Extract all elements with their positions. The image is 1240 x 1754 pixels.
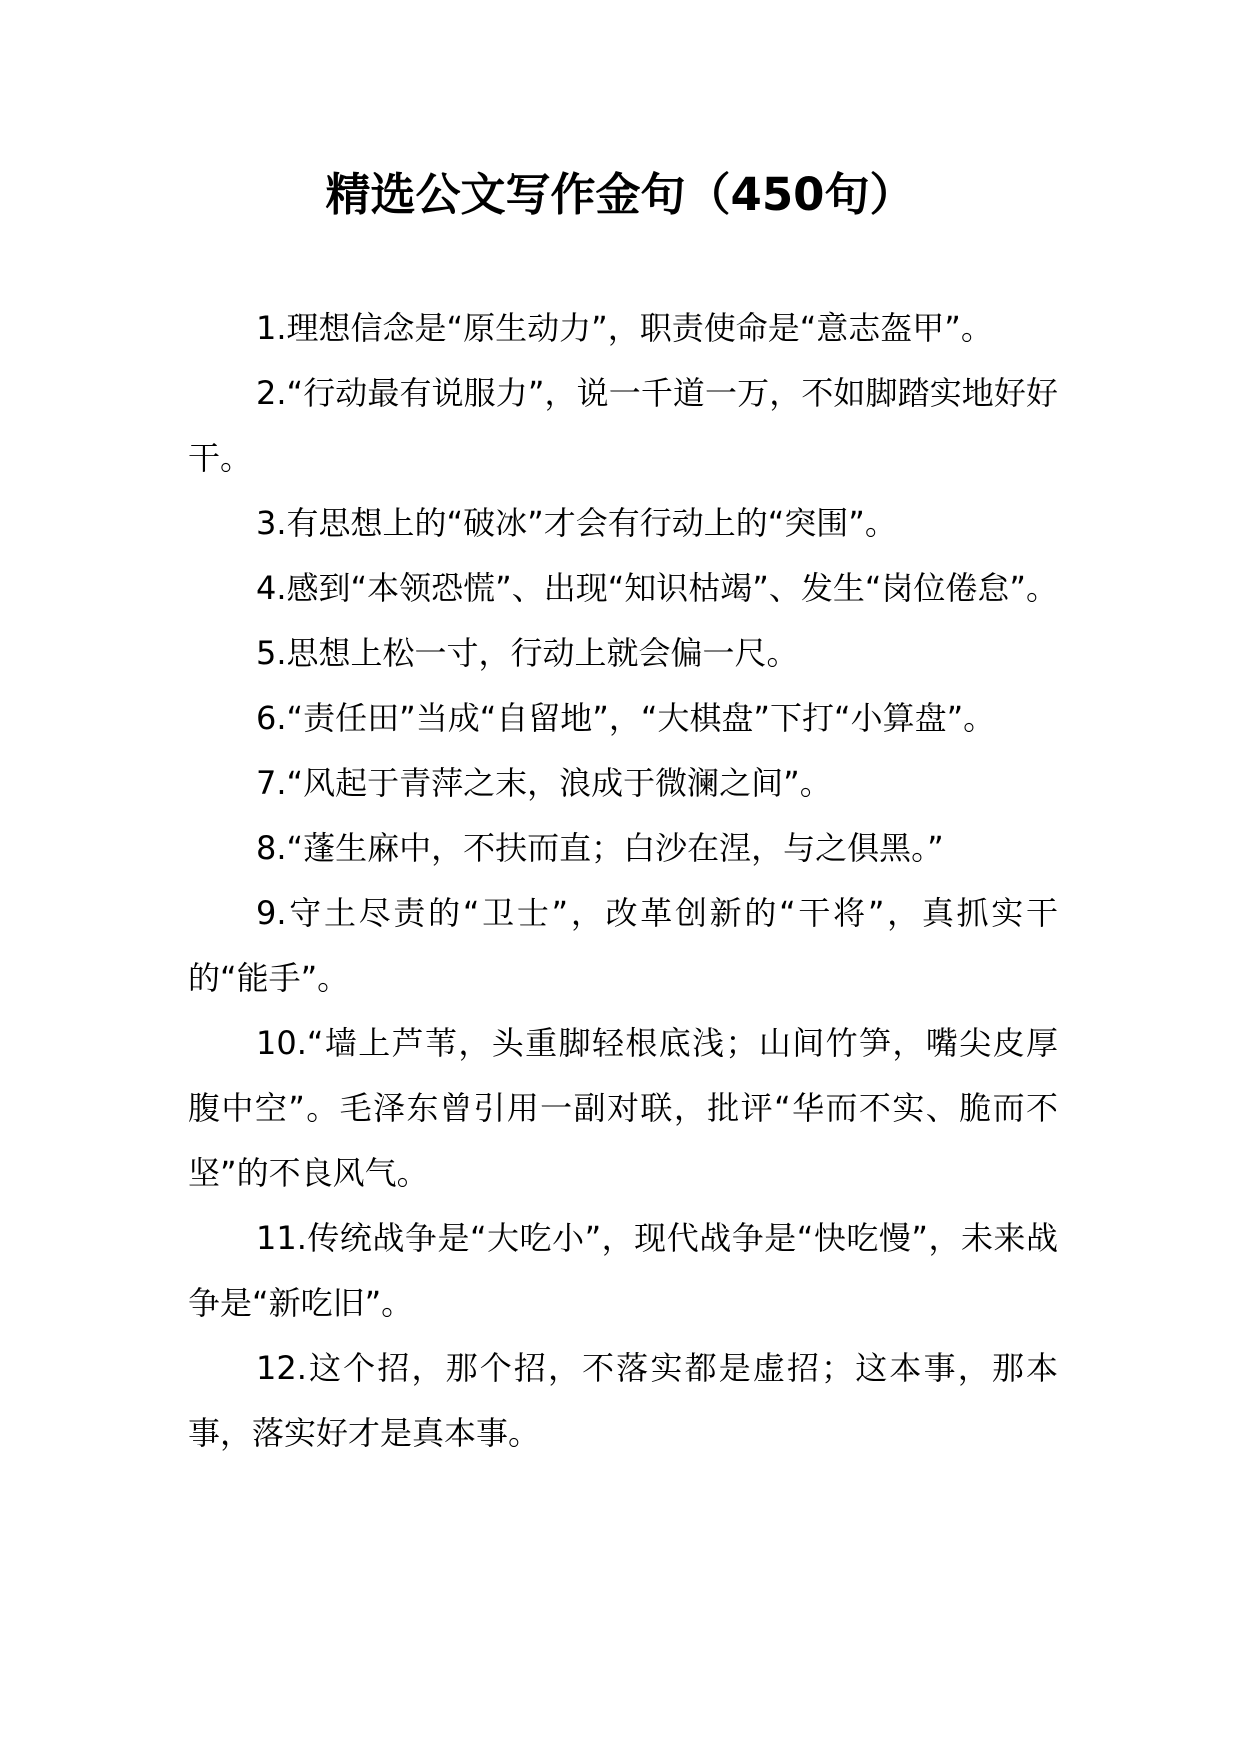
quote-item-6: 6.“责任田”当成“自留地”，“大棋盘”下打“小算盘”。: [256, 699, 996, 737]
quote-item-8: 8.“蓬生麻中，不扶而直；白沙在涅，与之俱黑。”: [256, 829, 944, 867]
quote-list: [188, 296, 1058, 1466]
quote-item-7: 7.“风起于青萍之末，浪成于微澜之间”。: [256, 764, 832, 802]
quote-item-11: 11.传统战争是“大吃小”，现代战争是“快吃慢”，未来战争是“新吃旧”。: [188, 1219, 1058, 1322]
quote-item-3: 3.有思想上的“破冰”才会有行动上的“突围”。: [256, 504, 897, 542]
document-title: 精选公文写作金句（450句）: [325, 168, 915, 221]
quote-item-12: 12.这个招，那个招，不落实都是虚招；这本事，那本事，落实好才是真本事。: [188, 1349, 1058, 1452]
quote-item-5: 5.思想上松一寸，行动上就会偏一尺。: [256, 634, 799, 672]
quote-item-9: 9.守土尽责的“卫士”，改革创新的“干将”，真抓实干的“能手”。: [188, 894, 1058, 997]
quote-item-10: 10.“墙上芦苇，头重脚轻根底浅；山间竹笋，嘴尖皮厚腹中空”。毛泽东曾引用一副对联，批评“华而不实、脆而不坚”的不良风气。: [188, 1024, 1058, 1192]
quote-item-4: 4.感到“本领恐慌”、出现“知识枯竭”、发生“岗位倦怠”。: [256, 569, 1059, 607]
quote-item-1: 1.理想信念是“原生动力”，职责使命是“意志盔甲”。: [256, 309, 993, 347]
quote-item-2: 2.“行动最有说服力”，说一千道一万，不如脚踏实地好好干。: [188, 374, 1058, 477]
